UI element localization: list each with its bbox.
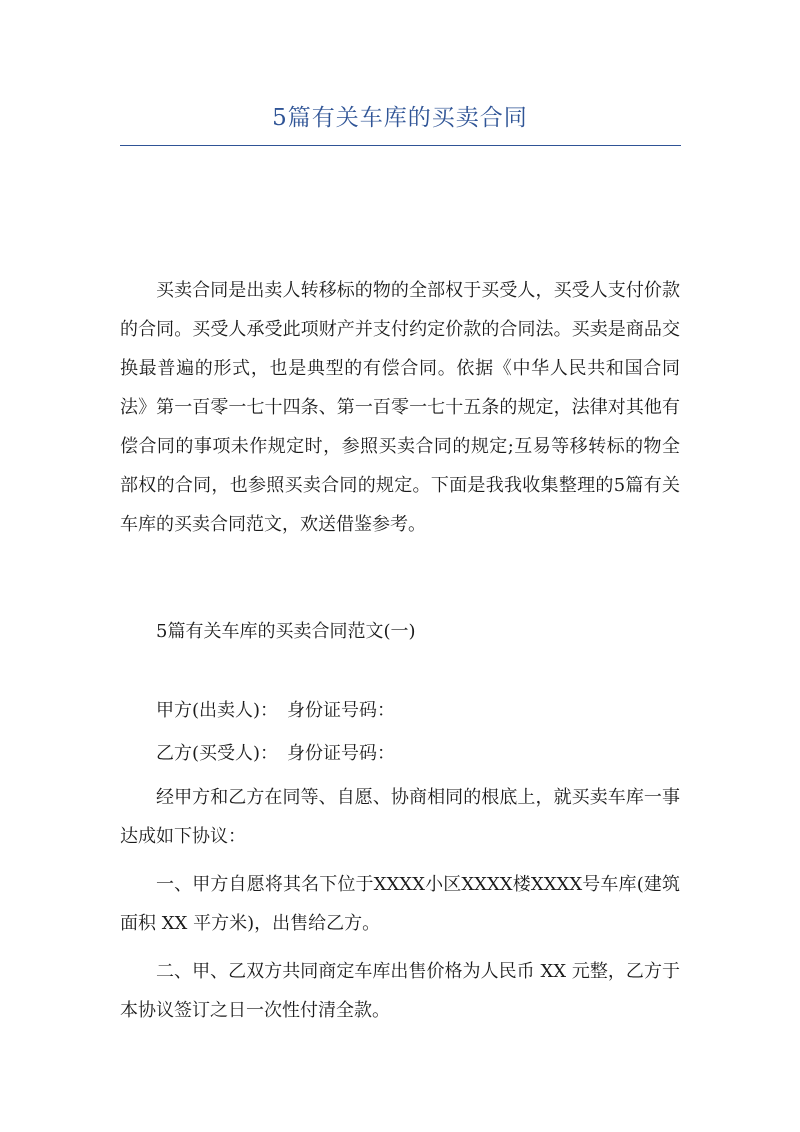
intro-text: 买卖合同是出卖人转移标的物的全部权于买受人，买受人支付价款的合同。买受人承受此项财产并支付约定价款的合同法。买卖是商品交换最普遍的形式，也是典型的有偿合同。依据《中华人民共和国合同法》第一百零一七十四条、第一百零一七十五条的规定，法律对其他有偿合同的事项未作规定时，参照买卖合同的规定;互易等移转标的物全部权的合同，也参照买卖合同的规定。下面是我我收集整理的5篇有关车库的买卖合同范文，欢送借鉴参考。 [120, 280, 680, 535]
clause-1-paragraph [120, 865, 680, 943]
clause-2-paragraph [120, 952, 680, 1030]
section-heading: 5篇有关车库的买卖合同范文(一) [156, 621, 416, 642]
party-b-line: 乙方(买受人)： 身份证号码： [156, 743, 396, 764]
party-a-line: 甲方(出卖人)： 身份证号码： [156, 700, 396, 721]
clause-2-text: 二、甲、乙双方共同商定车库出售价格为人民币 XX 元整，乙方于本协议签订之日一次性付清全款。 [120, 961, 680, 1021]
intro-paragraph [120, 271, 680, 544]
clause-1-text: 一、甲方自愿将其名下位于XXXX小区XXXX楼XXXX号车库(建筑面积 XX 平方米)，出售给乙方。 [120, 874, 680, 934]
page-title: 5篇有关车库的买卖合同 [272, 105, 528, 131]
title-divider [120, 145, 681, 146]
agreement-intro-paragraph [120, 778, 680, 856]
agreement-intro-text: 经甲方和乙方在同等、自愿、协商相同的根底上，就买卖车库一事达成如下协议： [120, 787, 680, 847]
